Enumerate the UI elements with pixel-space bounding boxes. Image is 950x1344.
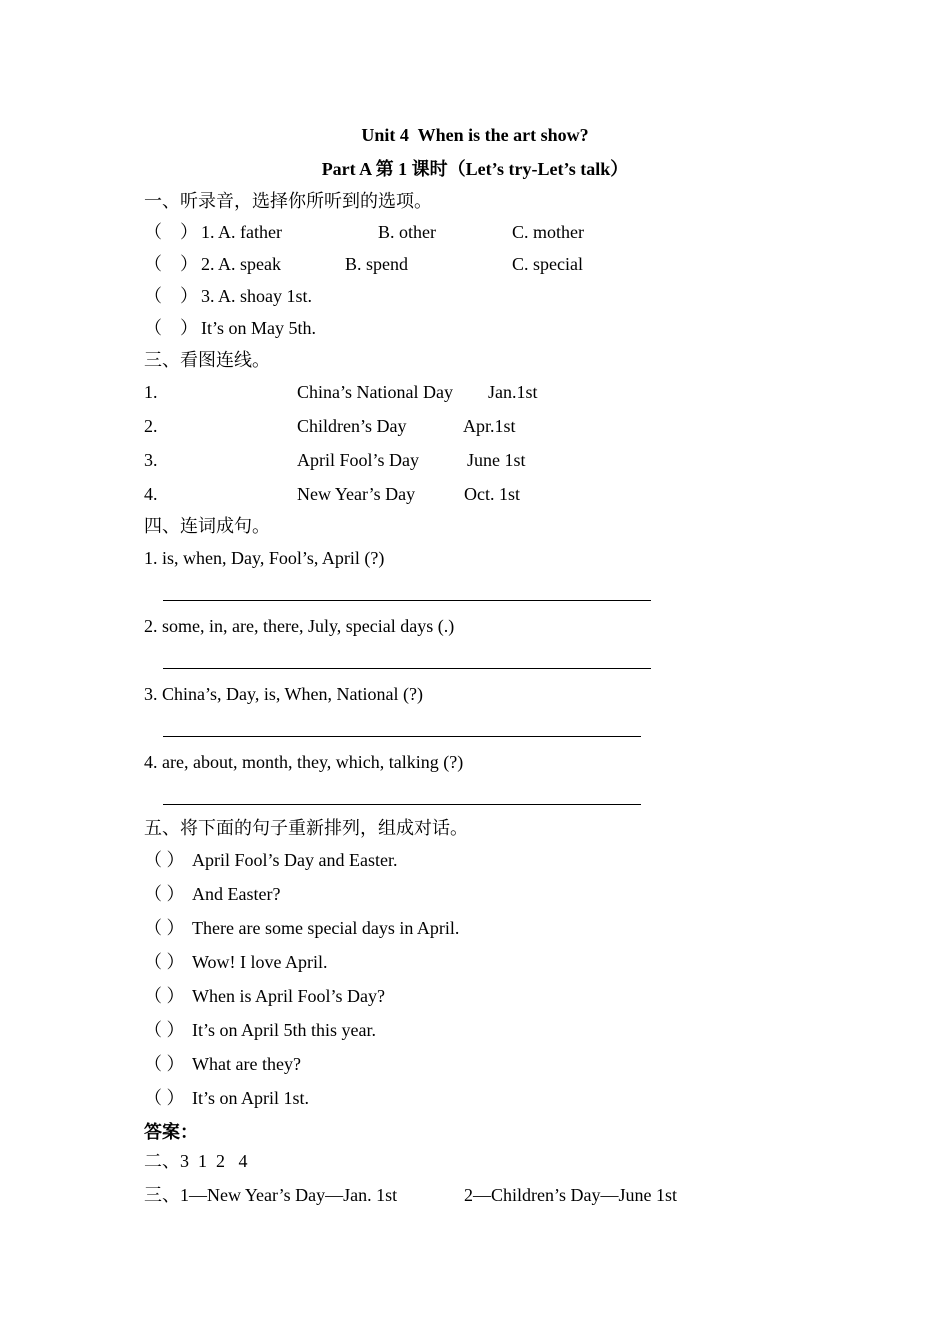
order-paren: （ ） (144, 1020, 185, 1040)
dialogue-line: There are some special days in April. (192, 918, 460, 938)
holiday-date: Apr.1st (463, 416, 516, 436)
dialogue-line: What are they? (192, 1054, 301, 1074)
dialogue-line: It’s on April 1st. (192, 1088, 310, 1108)
answer-paren: （ ） (144, 286, 198, 306)
answers-line: 2—Children’s Day—June 1st (464, 1185, 677, 1205)
option-a: 2. A. speak (201, 254, 281, 274)
dialogue-line: And Easter? (192, 884, 281, 904)
holiday-date: Oct. 1st (464, 484, 520, 504)
answer-line[interactable] (163, 668, 651, 669)
dialogue-line: April Fool’s Day and Easter. (192, 850, 398, 870)
dialogue-line: Wow! I love April. (192, 952, 328, 972)
answers-line: 三、1—New Year’s Day—Jan. 1st (144, 1185, 398, 1205)
answer-paren: （ ） (144, 254, 198, 274)
scrambled-sentence: 1. is, when, Day, Fool’s, April (?) (144, 548, 385, 568)
order-paren: （ ） (144, 918, 185, 938)
option-a: 1. A. father (201, 222, 282, 242)
option-b: B. other (378, 222, 436, 242)
scrambled-sentence: 2. some, in, are, there, July, special days (.) (144, 616, 455, 636)
question-text: It’s on May 5th. (201, 318, 316, 338)
section4-heading: 四、连词成句。 (144, 516, 270, 536)
match-number: 2. (144, 416, 158, 436)
order-paren: （ ） (144, 1088, 185, 1108)
holiday-name: April Fool’s Day (297, 450, 420, 470)
match-number: 4. (144, 484, 158, 504)
option-c: C. special (512, 254, 583, 274)
answer-paren: （ ） (144, 318, 198, 338)
scrambled-sentence: 4. are, about, month, they, which, talking (?) (144, 752, 464, 772)
match-number: 3. (144, 450, 158, 470)
answer-line[interactable] (163, 600, 651, 601)
order-paren: （ ） (144, 986, 185, 1006)
holiday-date: June 1st (467, 450, 526, 470)
page-subtitle: Part A 第 1 课时（Let’s try-Let’s talk） (321, 159, 629, 179)
section5-heading: 五、将下面的句子重新排列，组成对话。 (144, 818, 468, 838)
page-title: Unit 4 When is the art show? (361, 125, 589, 145)
answer-line[interactable] (163, 804, 641, 805)
dialogue-line: It’s on April 5th this year. (192, 1020, 376, 1040)
match-number: 1. (144, 382, 158, 402)
order-paren: （ ） (144, 952, 185, 972)
holiday-name: China’s National Day (297, 382, 453, 402)
section3-heading: 三、看图连线。 (144, 350, 270, 370)
option-b: B. spend (345, 254, 408, 274)
answer-paren: （ ） (144, 222, 198, 242)
answer-line[interactable] (163, 736, 641, 737)
question-text: 3. A. shoay 1st. (201, 286, 313, 306)
option-c: C. mother (512, 222, 584, 242)
order-paren: （ ） (144, 884, 185, 904)
answers-heading: 答案： (144, 1122, 198, 1142)
holiday-name: New Year’s Day (297, 484, 416, 504)
dialogue-line: When is April Fool’s Day? (192, 986, 385, 1006)
section1-heading: 一、听录音，选择你所听到的选项。 (144, 191, 432, 211)
holiday-date: Jan.1st (488, 382, 538, 402)
holiday-name: Children’s Day (297, 416, 407, 436)
answers-line: 二、3 1 2 4 (144, 1151, 248, 1171)
scrambled-sentence: 3. China’s, Day, is, When, National (?) (144, 684, 423, 704)
order-paren: （ ） (144, 850, 185, 870)
order-paren: （ ） (144, 1054, 185, 1074)
